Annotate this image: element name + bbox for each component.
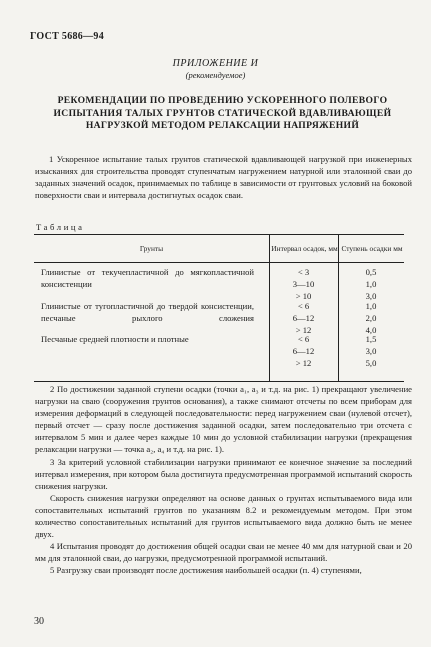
table-cell-step: 3,0 (365, 291, 377, 301)
table-cell-step: 1,0 (365, 301, 377, 311)
table-cell-interval: < 6 (297, 334, 310, 344)
col-header-soils: Грунты (139, 244, 164, 253)
body-text (35, 383, 412, 577)
table-cell-step: 0,5 (365, 267, 377, 277)
table-row-soil: Песчаные средней плотности и плотные (41, 334, 189, 344)
paragraph-3-continued: Скорость снижения нагрузки определяют на основе данных о грунтах испытываемого вида или сопоставительных испытаний грунтов по указаниям 8.2 и рекомендуемым методом. При этом количество сопоставительных испытаний для грунтов испытываемого вида должно быть не менее двух. (35, 492, 412, 540)
paragraph-3: 3 За критерий условной стабилизации нагрузки принимают ее конечное значение за последний интервал измерения, при котором была достигнута предусмотренная программой испытаний скорость снижения нагрузки. (35, 456, 412, 491)
table-cell-step: 4,0 (365, 325, 377, 335)
table-cell-interval: > 12 (295, 325, 312, 335)
paragraph-5: 5 Разгрузку сваи производят после достижения наибольшей осадки (п. 4) ступенями, (50, 565, 362, 576)
table-row-soil: Глинистые от текучепластичной до мягкопластичной консистенции (41, 267, 254, 290)
paragraph-4: 4 Испытания проводят до достижения общей осадки сваи не менее 40 мм для натурной сваи и 20 мм для эталонной сваи, до нагрузки, предусмотренной программой испытаний. (35, 541, 412, 564)
section-title: РЕКОМЕНДАЦИИ ПО ПРОВЕДЕНИЮ УСКОРЕННОГО ПОЛЕВОГО ИСПЫТАНИЯ ТАЛЫХ ГРУНТОВ СТАТИЧЕСКОЙ ВДАВЛИВАЮЩЕЙ НАГРУЗКОЙ МЕТОДОМ РЕЛАКСАЦИИ НАПРЯЖЕНИЙ (53, 95, 392, 131)
soil-table (34, 234, 404, 382)
paragraph-1: 1 Ускоренное испытание талых грунтов статической вдавливающей нагрузкой при инженерных изысканиях для строительства проводят ступенчатым нагружением натурной или эталонной сваи до заданных значений осадок, принимаемых по таблице в зависимости от грунтовых условий на боковой поверхности сваи и интервала достигнутых осадок сваи. (35, 154, 412, 201)
table-cell-interval: 3—10 (292, 279, 315, 289)
table-cell-interval: < 3 (297, 267, 310, 277)
table-cell-interval: 6—12 (292, 313, 315, 323)
table-cell-interval: < 6 (297, 301, 310, 311)
table-label: Таблица (36, 222, 85, 232)
paragraph-2: 2 По достижении заданной ступени осадки (точки a₁, a₃ и т.д. на рис. 1) прекращают увеличение нагрузки на сваю (сооружения грунтов основания), а также снимают отсчеты по всем приборам для измерения деформаций в следующей последовательности: перед нагружением сваи (нулевой отсчет), первый отсчет — сразу после достижения заданной осадки, затем последовательно три отсчета с интервалом 5 мин и далее через каждые 10 мин до условной стабилизации нагрузки (прекращения релаксации нагрузки — точка a₂, a₄ и т.д. на рис. 1). (35, 384, 412, 455)
table-cell-step: 1,0 (365, 279, 377, 289)
table-header (34, 235, 404, 263)
table-cell-interval: 6—12 (292, 346, 315, 356)
table-cell-interval: > 12 (295, 358, 312, 368)
page-number: 30 (34, 616, 44, 627)
appendix-status: (рекомендуемое) (185, 70, 246, 80)
table-row-soil: Глинистые от тугопластичной до твердой консистенции, песчаные рыхлого сложения (41, 301, 254, 324)
table-cell-step: 3,0 (365, 346, 377, 356)
table-cell-interval: > 10 (295, 291, 312, 301)
col-header-step: Ступень осадки мм (338, 235, 405, 262)
appendix-title: ПРИЛОЖЕНИЕ И (172, 58, 259, 69)
table-cell-step: 5,0 (365, 358, 377, 368)
table-cell-step: 1,5 (365, 334, 377, 344)
standard-header: ГОСТ 5686—94 (30, 31, 105, 42)
col-header-interval: Интервал осадок, мм (269, 235, 339, 262)
table-cell-step: 2,0 (365, 313, 377, 323)
